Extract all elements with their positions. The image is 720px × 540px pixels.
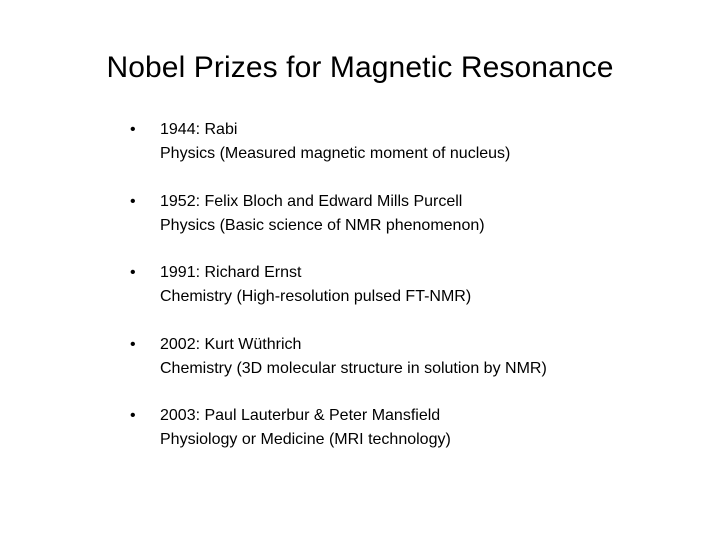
list-item-text: [160, 261, 471, 309]
list-item-detail: Physics (Basic science of NMR phenomenon): [160, 216, 485, 234]
list-item-detail: Physics (Measured magnetic moment of nucleus): [160, 145, 511, 162]
list-item: [0, 333, 720, 405]
bullet-icon: •: [130, 335, 136, 353]
list-item-detail: Chemistry (High-resolution pulsed FT-NMR): [160, 288, 472, 305]
list-item-heading: 2003: Paul Lauterbur & Peter Mansfield: [160, 407, 441, 424]
list-item-heading: 1991: Richard Ernst: [160, 264, 302, 281]
list-item: [0, 404, 720, 476]
bullet-list: [0, 118, 720, 476]
list-item: [0, 190, 720, 262]
bullet-icon: •: [130, 264, 136, 281]
list-item-text: [160, 404, 451, 452]
list-item-text: [160, 118, 510, 166]
bullet-icon: •: [130, 121, 136, 138]
list-item: [0, 261, 720, 333]
bullet-icon: •: [130, 407, 136, 424]
bullet-icon: •: [130, 192, 136, 210]
slide-title: Nobel Prizes for Magnetic Resonance: [106, 51, 614, 84]
list-item: [0, 118, 720, 190]
list-item-heading: 2002: Kurt Wüthrich: [160, 335, 302, 353]
list-item-heading: 1944: Rabi: [160, 121, 238, 138]
list-item-detail: Physiology or Medicine (MRI technology): [160, 431, 451, 448]
list-item-text: [160, 190, 485, 238]
list-item-heading: 1952: Felix Bloch and Edward Mills Purcell: [160, 192, 463, 210]
list-item-text: [160, 333, 547, 381]
list-item-detail: Chemistry (3D molecular structure in solution by NMR): [160, 359, 547, 377]
